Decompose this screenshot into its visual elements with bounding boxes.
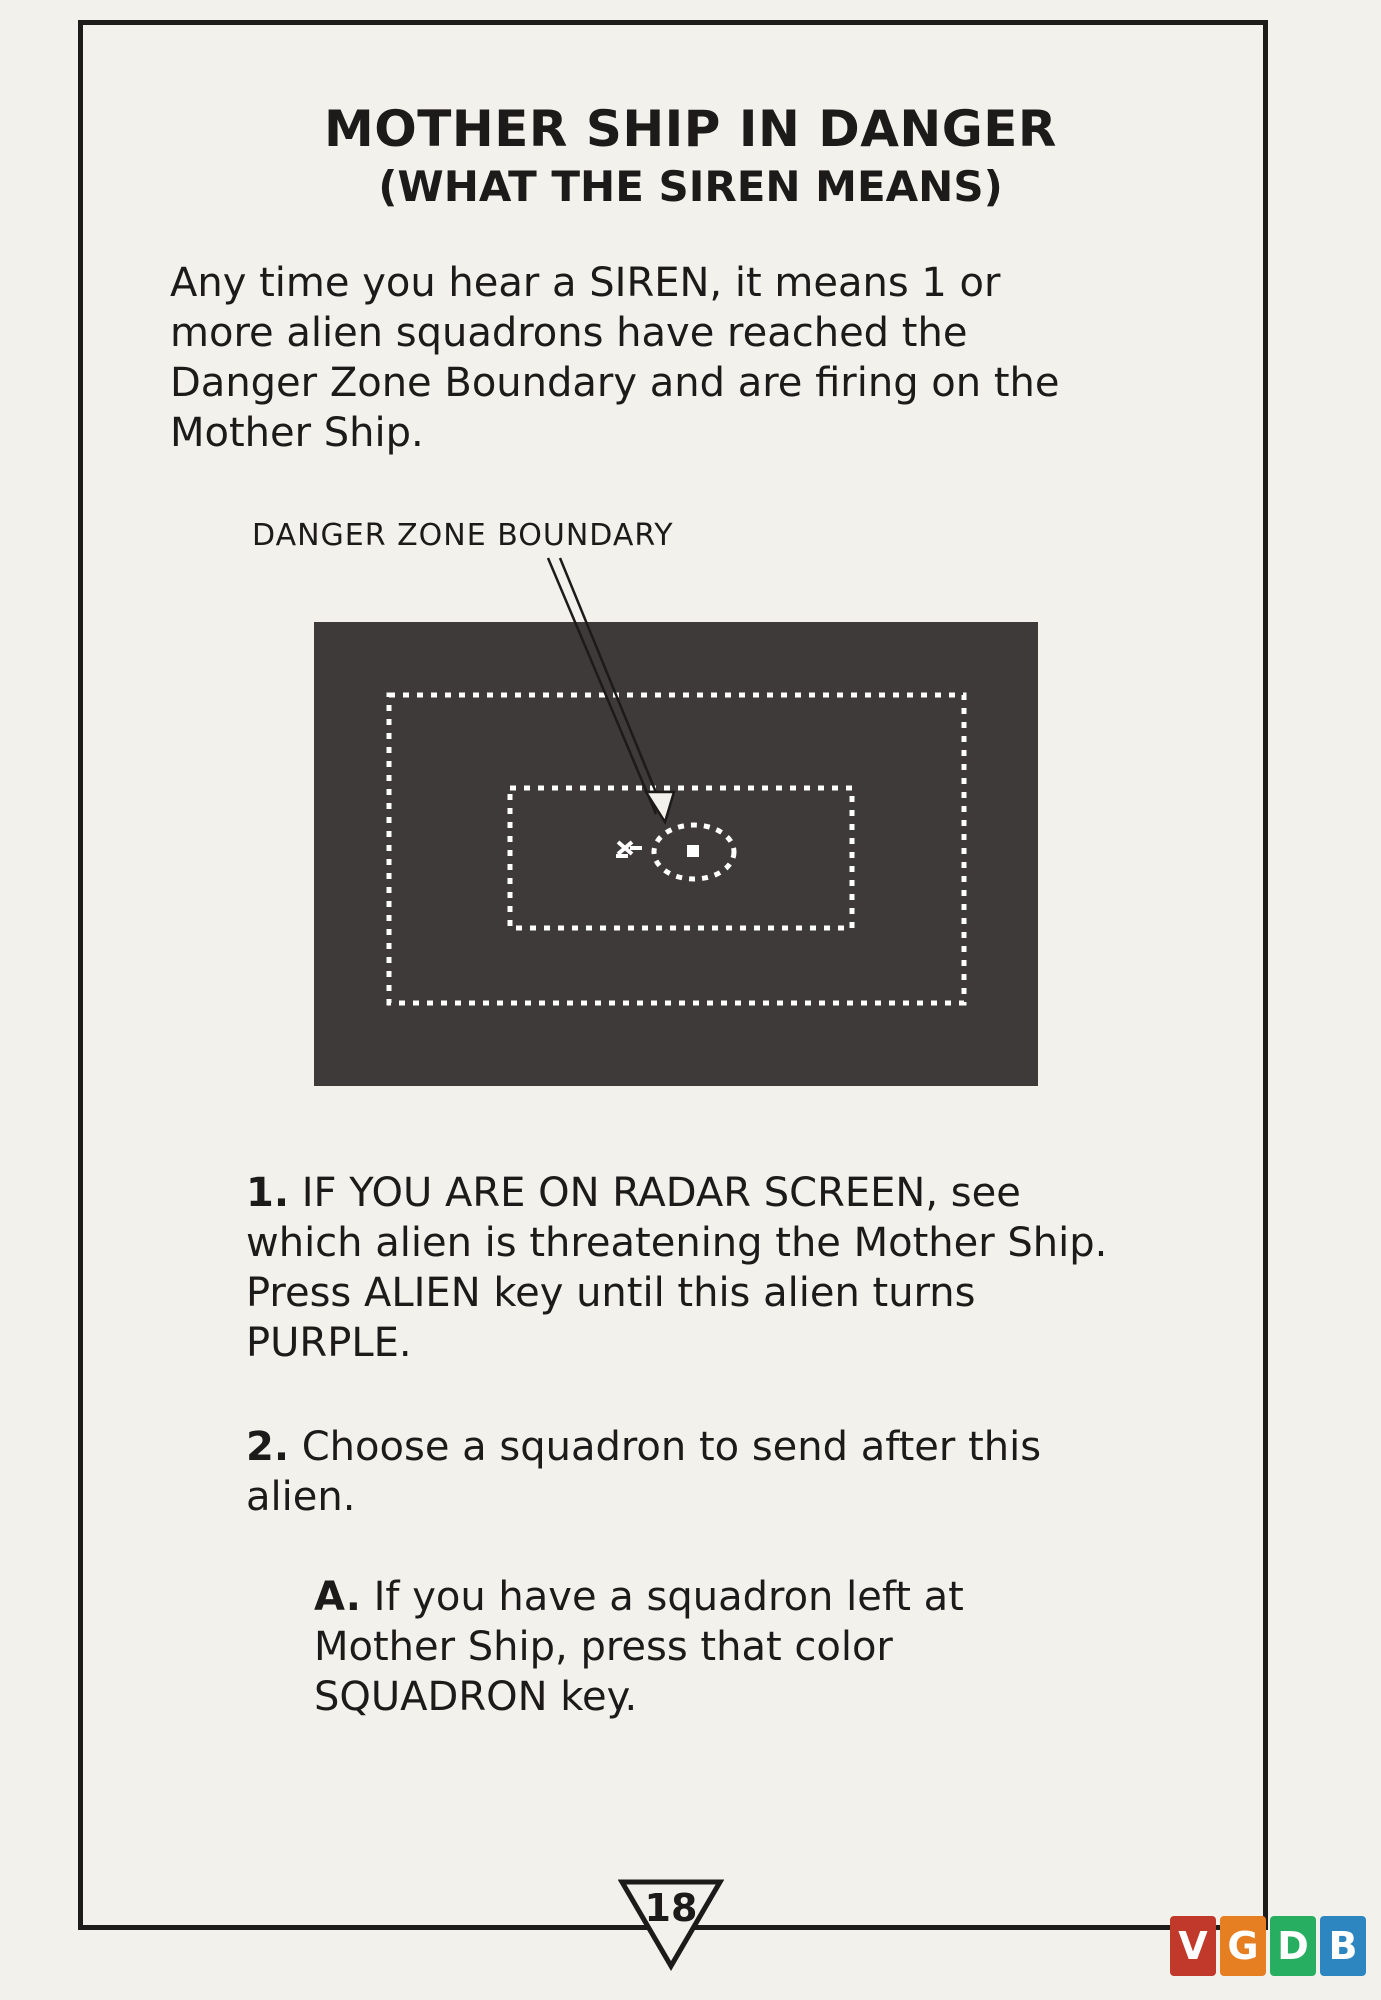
radar-screen-drawing (314, 622, 1038, 1086)
watermark-letter: B (1320, 1916, 1366, 1976)
step-line: IF YOU ARE ON RADAR SCREEN, see (301, 1170, 1021, 1216)
intro-line: Any time you hear a SIREN, it means 1 or (170, 260, 1001, 306)
step-line: Press ALIEN key until this alien turns (246, 1270, 976, 1316)
intro-line: more alien squadrons have reached the (170, 310, 968, 356)
mother-ship-icon (687, 845, 699, 857)
step-line: which alien is threatening the Mother Ship. (246, 1220, 1108, 1266)
step-2 (246, 1422, 1206, 1522)
page-title: MOTHER SHIP IN DANGER (324, 100, 1057, 158)
step-1 (246, 1168, 1206, 1368)
page-subtitle: (WHAT THE SIREN MEANS) (378, 162, 1003, 211)
substep-line: SQUADRON key. (314, 1674, 638, 1720)
alien-icon (616, 842, 642, 856)
step-line: Choose a squadron to send after this (301, 1424, 1042, 1470)
watermark-letter: D (1270, 1916, 1316, 1976)
intro-line: Danger Zone Boundary and are firing on the (170, 360, 1060, 406)
intro-line: Mother Ship. (170, 410, 424, 456)
step-number: 2. (246, 1424, 290, 1470)
substep-a (314, 1572, 1174, 1722)
danger-zone-boundary (510, 788, 852, 928)
watermark-letter: V (1170, 1916, 1216, 1976)
diagram-label: DANGER ZONE BOUNDARY (252, 518, 674, 553)
substep-line: If you have a squadron left at (373, 1574, 964, 1620)
watermark-letter: G (1220, 1916, 1266, 1976)
radar-screen-diagram (314, 622, 1038, 1086)
substep-letter: A. (314, 1574, 361, 1620)
page-number: 18 (644, 1886, 698, 1930)
vgdb-watermark-logo (1170, 1916, 1366, 1976)
step-line: PURPLE. (246, 1320, 412, 1366)
outer-boundary (389, 695, 964, 1003)
intro-paragraph (170, 258, 1190, 458)
step-line: alien. (246, 1474, 356, 1520)
step-number: 1. (246, 1170, 290, 1216)
substep-line: Mother Ship, press that color (314, 1624, 893, 1670)
